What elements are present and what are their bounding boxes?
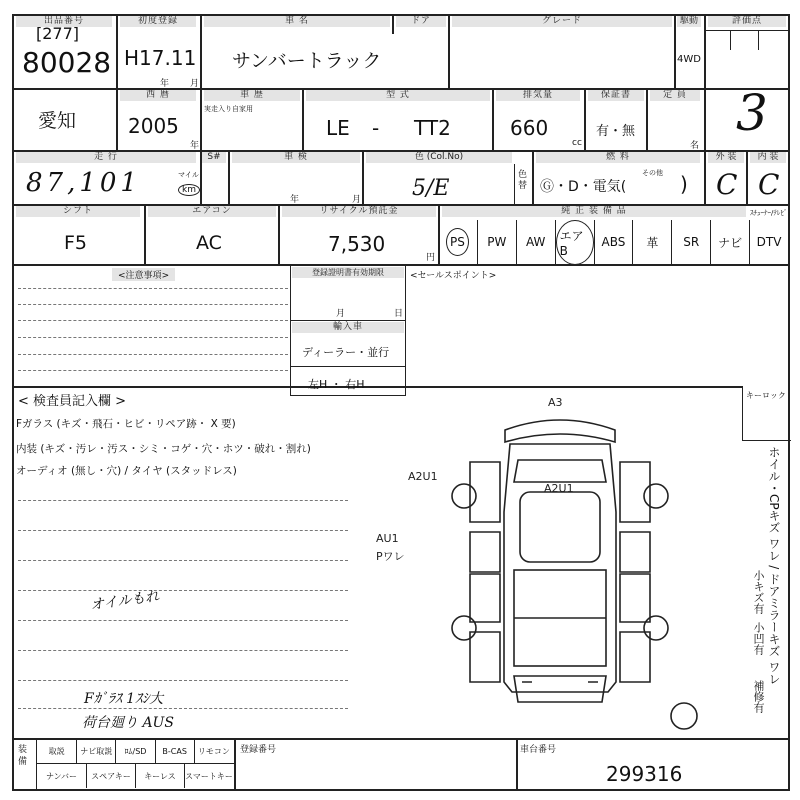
ac-value: AC xyxy=(196,232,222,254)
mark-left-mid: AU1 xyxy=(376,532,399,545)
yen-unit: 円 xyxy=(426,253,436,263)
frame-left xyxy=(12,14,14,791)
fuel-value: Ⓖ・D・電気( xyxy=(540,179,627,195)
recycle-value: 7,530 xyxy=(328,232,386,256)
v2-5 xyxy=(584,88,586,150)
lot-label: 出品番号 xyxy=(16,16,112,27)
drive-value: 4WD xyxy=(677,54,701,65)
keylock-label: キーロック xyxy=(746,391,786,400)
footer-top-item-3: B-CAS xyxy=(155,739,194,763)
color-change: 色替 xyxy=(518,170,528,191)
fuel-close: ) xyxy=(680,172,688,196)
insp-line-8 xyxy=(18,708,348,709)
first-reg-month-unit: 月 xyxy=(190,79,200,89)
recycle-label: リサイクル預託金 xyxy=(282,206,436,217)
model-year-label: 西 暦 xyxy=(120,90,196,101)
insp-line-5 xyxy=(18,620,348,621)
insp-line-4 xyxy=(18,590,348,591)
chassis-label: 車台番号 xyxy=(520,745,557,755)
vehicle-check-label: 車 歴 xyxy=(204,90,300,101)
model-right: TT2 xyxy=(414,116,451,140)
options-label: 純 正 装 備 品 xyxy=(442,206,746,217)
footer-v-1 xyxy=(234,738,236,790)
color-label: 色 (Col.No) xyxy=(366,152,512,163)
caution-line-1 xyxy=(18,288,288,289)
model-left: LE xyxy=(326,116,350,140)
import-label: 輸入車 xyxy=(292,322,404,333)
v1-5 xyxy=(674,14,676,88)
mark-top: A3 xyxy=(548,396,563,409)
insp-line-6 xyxy=(18,650,348,651)
caution-line-5 xyxy=(18,354,288,355)
footer-checkbox-row-top xyxy=(37,739,233,763)
import-note: 実走入り自家用 xyxy=(204,105,253,113)
lot-prefix: [277] xyxy=(36,24,80,43)
note-frame: Fｶﾞﾗｽ 1ｽｼ大 xyxy=(84,691,164,707)
footer-top-item-0: 取説 xyxy=(48,746,65,756)
mark-center: A2U1 xyxy=(544,482,574,495)
footer-top-item-1: ナビ取説 xyxy=(76,739,115,763)
steering-value: 左H ・ 右H xyxy=(308,378,365,391)
interior-line: 内装 (キズ・汚レ・汚ス・シミ・コゲ・穴・ホツ・破れ・割れ) xyxy=(16,443,311,455)
v2-4 xyxy=(492,88,494,150)
v1-4 xyxy=(448,14,450,88)
warranty-value: 有・無 xyxy=(596,124,636,139)
capacity-label: 定 員 xyxy=(650,90,700,101)
mark-left-mid-2: Pワレ xyxy=(376,550,405,563)
footer-mid-h xyxy=(36,763,234,764)
option-label: ナビ xyxy=(718,235,743,250)
mileage-unit: km xyxy=(178,184,200,196)
glass-line: Fガラス (キズ・飛石・ヒビ・リペア跡・ X 要) xyxy=(16,418,236,430)
v3-3 xyxy=(362,150,364,204)
footer-top-item-4: リモコン xyxy=(194,739,233,763)
car-name-label: 車 名 xyxy=(204,16,390,27)
insp-line-7 xyxy=(18,680,348,681)
shift-value: F5 xyxy=(64,232,88,254)
option-1 xyxy=(477,220,516,264)
options-row xyxy=(438,220,788,264)
inspection-year: 年 xyxy=(290,195,300,205)
inspection-label: 車 検 xyxy=(232,152,360,163)
caution-line-4 xyxy=(18,337,288,338)
side-text-1: ホイル・CPキズ ワレ / ドアミラーキズ ワレ xyxy=(767,446,781,685)
warranty-label: 保証書 xyxy=(588,90,644,101)
audio-line: オーディオ (無し・穴) / タイヤ (スタッドレス) xyxy=(16,465,237,477)
v1-6 xyxy=(704,14,706,150)
option-label: エアB xyxy=(556,220,594,265)
footer-checkbox-row-bottom xyxy=(37,764,233,788)
caution-label-text: 注意事項 xyxy=(125,271,162,281)
v4-2 xyxy=(278,204,280,264)
footer-bottom-item-3: スマートキー xyxy=(184,764,233,788)
model-year-unit: 年 xyxy=(190,141,200,151)
import-value: ディーラー・並行 xyxy=(302,346,390,359)
option-label: SR xyxy=(683,235,700,249)
option-3 xyxy=(555,220,594,264)
caution-line-2 xyxy=(18,304,288,305)
mark-left-front: A2U1 xyxy=(408,470,438,483)
option-label: PW xyxy=(487,235,507,249)
chassis-value: 299316 xyxy=(606,762,683,786)
interior-value: C xyxy=(758,168,780,201)
sales-point-label: <セールスポイント> xyxy=(410,271,497,281)
first-reg-value: H17.11 xyxy=(124,46,197,70)
caution-line-6 xyxy=(18,370,288,371)
mileage-unit-top: マイル xyxy=(178,171,199,179)
caution-line-3 xyxy=(18,320,288,321)
v2-3 xyxy=(302,88,304,150)
v3-4 xyxy=(514,164,515,204)
footer-bottom-item-1: スペアキー xyxy=(86,764,135,788)
v3-7 xyxy=(746,150,748,204)
score-grid-h xyxy=(704,30,790,31)
mileage-value: 87,101 xyxy=(26,168,141,198)
caution-label: <注意事項> xyxy=(112,268,175,281)
score-value: 3 xyxy=(736,84,768,142)
footer-row-label: 装備 xyxy=(18,745,28,767)
frame-bottom xyxy=(12,789,790,791)
option-4 xyxy=(594,220,633,264)
option-label: DTV xyxy=(756,235,782,249)
model-year: 2005 xyxy=(128,114,179,138)
option-5 xyxy=(632,220,671,264)
footer-bottom-item-0: ナンバー xyxy=(45,771,78,781)
note-oil: オイルもれ xyxy=(89,588,161,614)
interior-label: 内 装 xyxy=(750,152,786,163)
v2-6 xyxy=(646,88,648,150)
first-reg-year-unit: 年 xyxy=(160,79,170,89)
side-text-3: 小凹有 xyxy=(752,622,765,655)
option-7 xyxy=(710,220,749,264)
option-label: ABS xyxy=(601,235,626,249)
option-6 xyxy=(671,220,710,264)
displacement-label: 排気量 xyxy=(496,90,580,101)
side-text-4: 補修有 xyxy=(752,680,765,713)
footer-v-2 xyxy=(516,738,518,790)
v1-2 xyxy=(200,14,202,88)
option-label: PS xyxy=(446,228,469,256)
region: 愛知 xyxy=(38,110,77,132)
door-label: ドア xyxy=(396,16,446,27)
car-diagram xyxy=(376,392,700,732)
reg-day: 日 xyxy=(394,309,404,319)
option-label: 革 xyxy=(646,235,659,250)
v3-6 xyxy=(704,150,706,204)
footer-top-item-2: ﾛﾑ/SD xyxy=(115,739,154,763)
inspection-month: 月 xyxy=(352,195,362,205)
fuel-other: その他 xyxy=(642,169,663,177)
s-label: S# xyxy=(202,152,226,163)
model-dash: - xyxy=(372,116,380,140)
reg-number-label: 登録番号 xyxy=(240,745,277,755)
score-label: 評価点 xyxy=(708,16,786,27)
option-8 xyxy=(749,220,788,264)
registration-label: 登録證明書有効期限 xyxy=(292,267,404,278)
exterior-value: C xyxy=(716,168,738,201)
ac-label: エアコン xyxy=(148,206,276,217)
reg-sep-1 xyxy=(290,320,406,321)
v1-1 xyxy=(116,14,118,88)
score-grid-v2 xyxy=(758,30,759,50)
footer-bottom-item-2: キーレス xyxy=(135,764,184,788)
v3-5 xyxy=(532,150,534,204)
v3-2 xyxy=(228,150,230,204)
displacement: 660 xyxy=(510,116,549,140)
insp-line-3 xyxy=(18,560,348,561)
exterior-label: 外 装 xyxy=(708,152,744,163)
lot-number: 80028 xyxy=(22,46,112,79)
first-reg-label: 初度登録 xyxy=(120,16,196,27)
drive-label: 駆動 xyxy=(677,16,701,27)
inspection-title: < 検査員記入欄 > xyxy=(18,394,127,409)
score-grid-v1 xyxy=(730,30,731,50)
reg-month: 月 xyxy=(336,309,346,319)
side-text-2: 小キズ有 xyxy=(752,570,765,614)
v4-1 xyxy=(144,204,146,264)
reg-sep-2 xyxy=(290,366,406,367)
shift-label: シフト xyxy=(16,206,140,217)
capacity-unit: 名 xyxy=(690,141,700,151)
model-label: 型 式 xyxy=(306,90,490,101)
fuel-label: 燃 料 xyxy=(536,152,700,163)
color-value: 5/E xyxy=(412,176,450,201)
v2-1 xyxy=(116,88,118,150)
grade-label: グレード xyxy=(452,16,672,27)
tuner-label: ｽﾁｭｰﾅｰ/ﾃﾚﾋﾞ xyxy=(750,209,788,217)
option-label: AW xyxy=(525,235,546,249)
v2-2 xyxy=(200,88,202,150)
insp-line-2 xyxy=(18,530,348,531)
option-2 xyxy=(516,220,555,264)
note-bed: 荷台廻り AUS xyxy=(82,715,174,731)
v1-3 xyxy=(392,14,394,34)
cc-unit: cc xyxy=(572,138,582,148)
option-0 xyxy=(438,220,477,264)
car-name: サンバートラック xyxy=(232,50,382,72)
insp-line-1 xyxy=(18,500,348,501)
mileage-label: 走 行 xyxy=(16,152,196,163)
